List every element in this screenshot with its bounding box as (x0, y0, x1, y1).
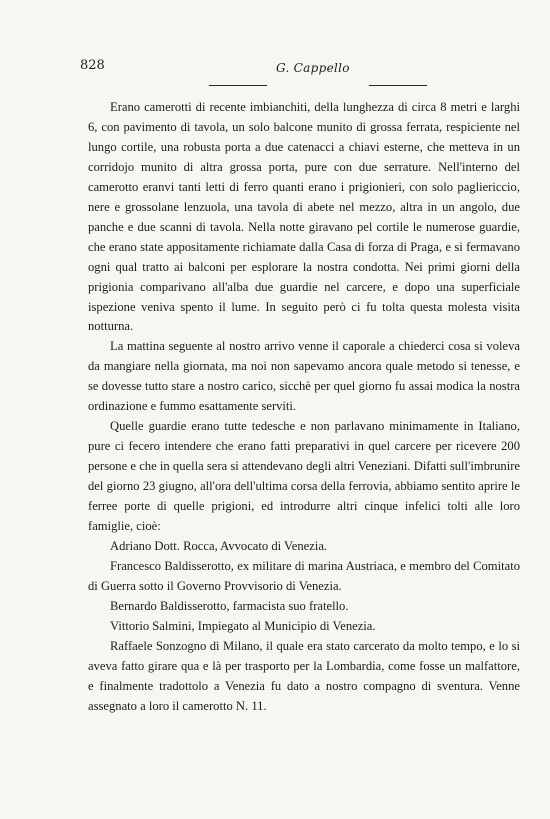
list-entry: Francesco Baldisserotto, ex militare di marina Austriaca, e membro del Comitato di Guerra sotto il Governo Provvisorio di Venezia. (88, 558, 520, 593)
paragraph: Quelle guardie erano tutte tedesche e non parlavano minimamente in Italiano, pure ci fecero intendere che erano fatti preparativi in quel carcere per ricevere 200 persone e che in quella sera si attendevano degli altri Veneziani. Difatti sull'imbrunire del giorno 23 giugno, all'ora dell'ultima corsa della ferrovia, abbiamo sentito aprire le ferree porte di quelle prigioni, ed introdurre altri cinque infelici tolti alle loro famiglie, cioè: (88, 419, 520, 534)
running-head: G. Cappello (276, 61, 350, 75)
page-number: 828 (80, 58, 105, 73)
list-entry: Bernardo Baldisserotto, farmacista suo fratello. (110, 598, 349, 613)
list-entry: Raffaele Sonzogno di Milano, il quale era stato carcerato da molto tempo, e lo si aveva fatto girare qua e là per trasporto per la Lombardia, come fosse un malfattore, e finalmente tradottolo a Venezia fu dato a nostro compagno di sventura. Venne assegnato a loro il camerotto N. 11. (88, 638, 520, 713)
header-rule-right (369, 85, 427, 86)
paragraph: Erano camerotti di recente imbianchiti, della lunghezza di circa 8 metri e larghi 6, con pavimento di tavola, un solo balcone munito di grossa ferrata, respiciente nel lungo cortile, una robusta porta a due catenacci a chiavi esterne, che metteva in un corridojo munito di altra grossa porta, pure con due serrature. Nell'interno del camerotto eranvi tanti letti di ferro quanti erano i prigionieri, con solo pagliericcio, nere e grossolane lenzuola, una tavola di abete nel mezzo, altra in un angolo, due panche e due scanni di tavola. Nella notte giravano pel cortile le numerose guardie, che erano state appositamente richiamate dalla Casa di forza di Praga, e si fermavano ogni qual tratto ai balconi per esplorare la nostra condotta. Nei primi giorni della prigionia comparivano all'alba due guardie nel carcere, e dopo una superficiale ispezione veniva spento il lume. In seguito però ci fu tolta questa molesta visita notturna. (88, 100, 520, 334)
body-text (88, 98, 520, 717)
list-entry: Vittorio Salmini, Impiegato al Municipio di Venezia. (110, 618, 376, 633)
header-rule-left (209, 85, 267, 86)
list-entry: Adriano Dott. Rocca, Avvocato di Venezia. (110, 538, 328, 553)
paragraph: La mattina seguente al nostro arrivo venne il caporale a chiederci cosa si voleva da mangiare nella giornata, ma noi non sapevamo ancora quale metodo si tenesse, e se dovesse tutto stare a nostro carico, sicchè per quel giorno fu assai modica la nostra ordinazione e fummo esattamente serviti. (88, 339, 520, 414)
